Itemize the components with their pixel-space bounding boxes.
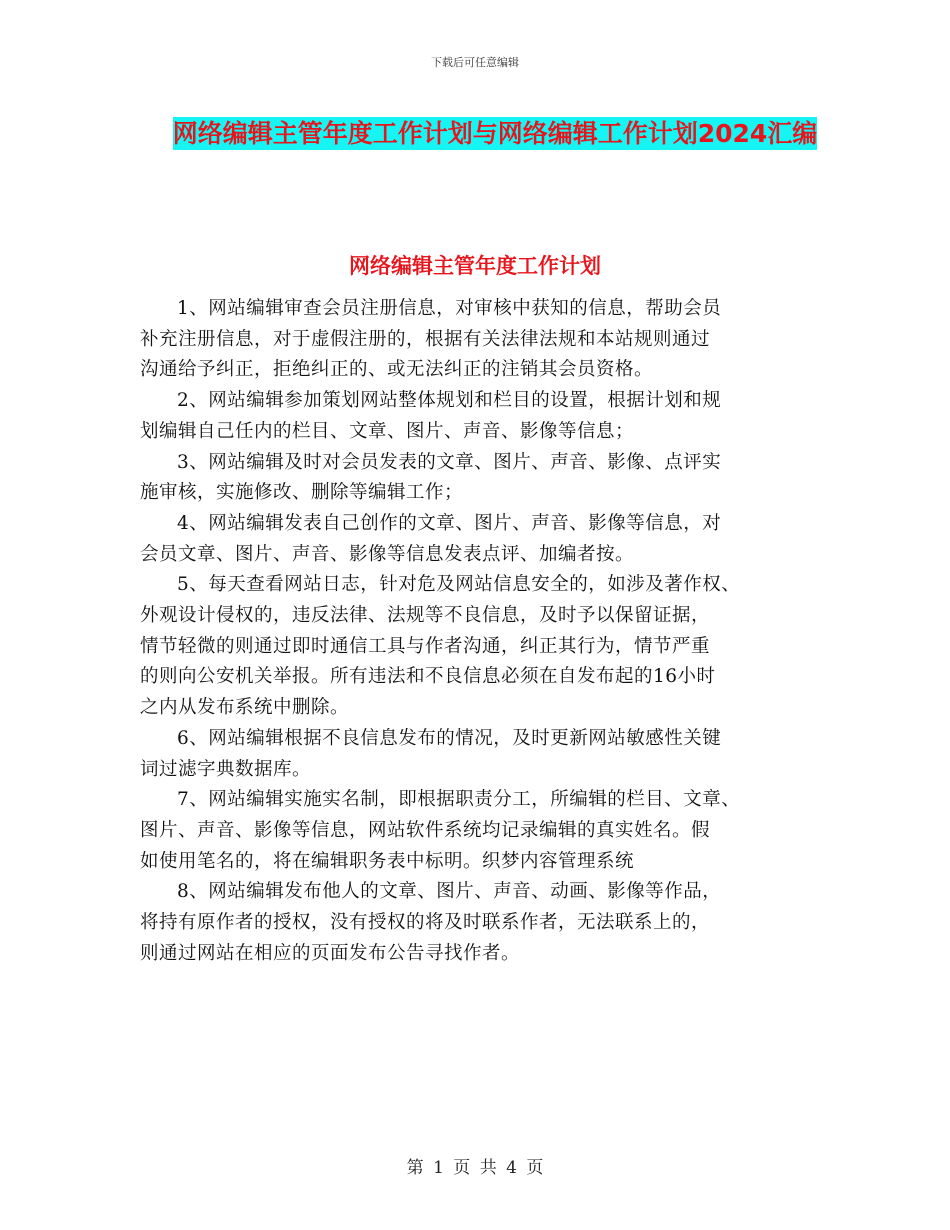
paragraph xyxy=(140,448,824,509)
header-note: 下载后可任意编辑 xyxy=(431,56,519,69)
paragraph-line: 6、网站编辑根据不良信息发布的情况，及时更新网站敏感性关键 xyxy=(177,727,722,749)
paragraph-line: 则通过网站在相应的页面发布公告寻找作者。 xyxy=(140,942,521,964)
document-title xyxy=(140,112,850,155)
paragraph-line: 7、网站编辑实施实名制，即根据职责分工，所编辑的栏目、文章、 xyxy=(177,789,741,811)
paragraph-line: 8、网站编辑发布他人的文章、图片、声音、动画、影像等作品， xyxy=(177,881,722,903)
paragraph xyxy=(140,724,824,785)
paragraph xyxy=(140,294,824,386)
paragraph xyxy=(140,570,824,724)
paragraph xyxy=(140,386,824,447)
paragraph-line: 会员文章、图片、声音、影像等信息发表点评、加编者按。 xyxy=(140,543,635,565)
document-title-text: 网络编辑主管年度工作计划与网络编辑工作计划2024汇编 xyxy=(172,119,818,148)
paragraph xyxy=(140,785,824,877)
paragraph xyxy=(140,877,824,969)
paragraph-line: 2、网站编辑参加策划网站整体规划和栏目的设置，根据计划和规 xyxy=(177,390,722,412)
paragraph-line: 5、每天查看网站日志，针对危及网站信息安全的，如涉及著作权、 xyxy=(177,574,741,596)
paragraph-line: 划编辑自己任内的栏目、文章、图片、声音、影像等信息； xyxy=(140,420,635,442)
paragraph-line: 之内从发布系统中删除。 xyxy=(140,697,350,719)
paragraph-line: 补充注册信息，对于虚假注册的，根据有关法律法规和本站规则通过 xyxy=(140,328,711,350)
paragraph-line: 施审核，实施修改、删除等编辑工作； xyxy=(140,482,464,504)
paragraph-line: 的则向公安机关举报。所有违法和不良信息必须在自发布起的16小时 xyxy=(140,666,716,688)
paragraph-line: 情节轻微的则通过即时通信工具与作者沟通，纠正其行为，情节严重 xyxy=(140,635,711,657)
paragraph-line: 如使用笔名的，将在编辑职务表中标明。织梦内容管理系统 xyxy=(140,850,635,872)
paragraph-line: 词过滤字典数据库。 xyxy=(140,758,312,780)
document-body xyxy=(140,294,824,969)
paragraph-line: 图片、声音、影像等信息，网站软件系统均记录编辑的真实姓名。假 xyxy=(140,819,711,841)
paragraph-line: 3、网站编辑及时对会员发表的文章、图片、声音、影像、点评实 xyxy=(177,451,722,473)
paragraph-line: 将持有原作者的授权，没有授权的将及时联系作者，无法联系上的， xyxy=(140,912,711,934)
paragraph-line: 沟通给予纠正，拒绝纠正的、或无法纠正的注销其会员资格。 xyxy=(140,359,654,381)
page-number: 第 1 页 共 4 页 xyxy=(406,1158,544,1178)
paragraph xyxy=(140,509,824,570)
paragraph-line: 外观设计侵权的，违反法律、法规等不良信息，及时予以保留证据， xyxy=(140,605,711,627)
paragraph-line: 1、网站编辑审查会员注册信息，对审核中获知的信息，帮助会员 xyxy=(177,298,722,319)
section-title: 网络编辑主管年度工作计划 xyxy=(349,254,601,278)
paragraph-line: 4、网站编辑发表自己创作的文章、图片、声音、影像等信息，对 xyxy=(177,512,722,534)
